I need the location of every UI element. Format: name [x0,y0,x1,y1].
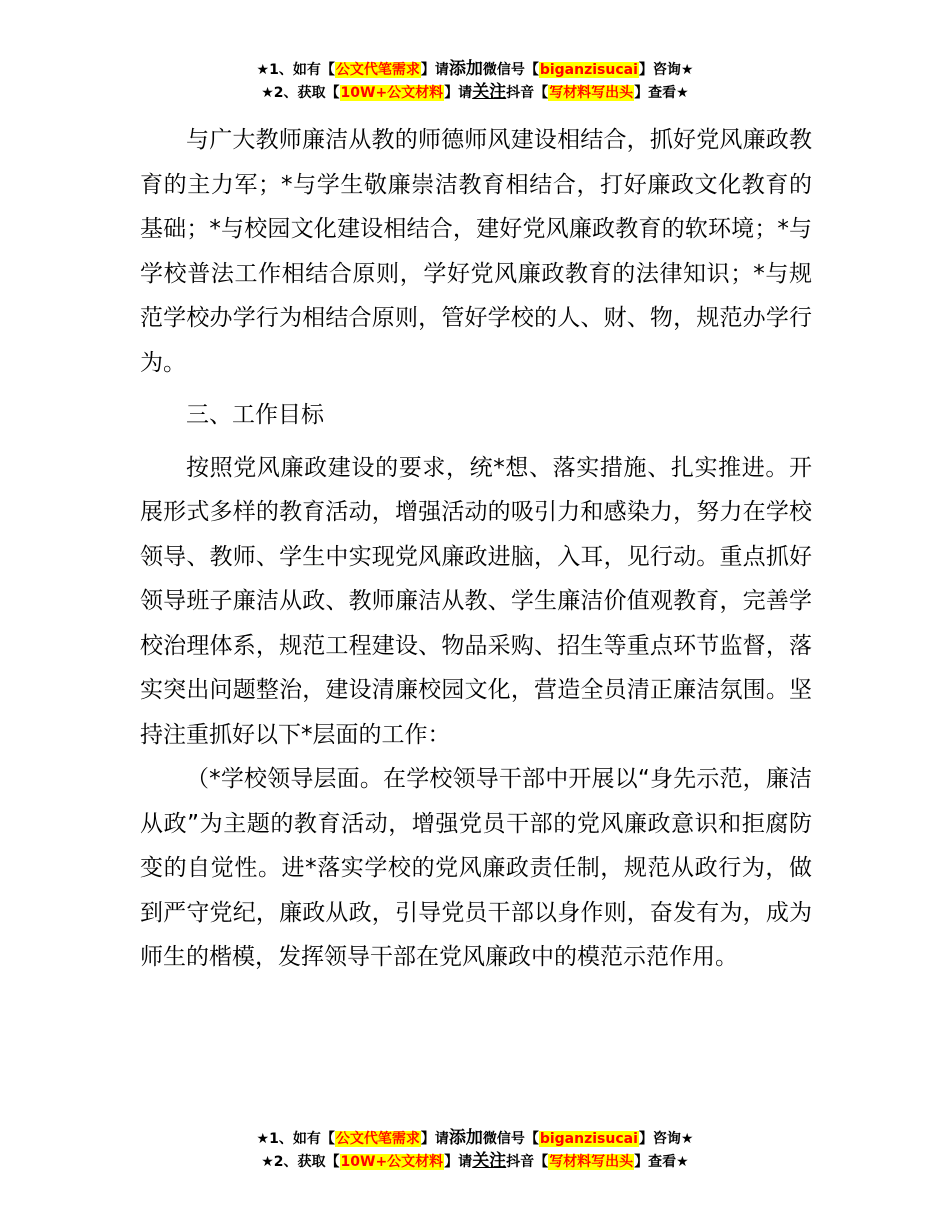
douyin-account-highlight: 写材料写出头 [549,85,634,101]
banner-text: 】请 [444,1154,473,1170]
header-banner-line-1 [0,58,950,81]
footer-banner-line-2 [0,1150,950,1173]
wechat-id-highlight: biganzisucai [539,62,638,78]
douyin-account-highlight: 写材料写出头 [549,1154,634,1170]
banner-text: 】查看★ [634,85,689,101]
banner-text: 抖音【 [506,1154,549,1170]
banner-text: 】请 [444,85,473,101]
banner-text: 】咨询★ [638,62,694,78]
banner-text: 】查看★ [634,1154,689,1170]
banner-text: 】咨询★ [638,1131,694,1147]
banner-text: ★2、获取【 [261,85,340,101]
banner-emphasis: 添加 [448,59,483,79]
banner-highlight: 10W+公文材料 [340,85,444,101]
body-paragraph: （*学校领导层面。在学校领导干部中开展以“身先示范，廉洁从政”为主题的教育活动，增强党员干部的党风廉政意识和拒腐防变的自觉性。进*落实学校的党风廉政责任制，规范从政行为，做到严守党纪，廉政从政，引导党员干部以身作则，奋发有为，成为师生的楷模，发挥领导干部在党风廉政中的模范示范作用。 [140,766,812,970]
wechat-id-highlight: biganzisucai [539,1131,638,1147]
banner-text: ★1、如有【 [256,62,335,78]
footer-banner [0,1127,950,1173]
banner-text: 】请 [420,62,449,78]
banner-text: ★2、获取【 [261,1154,340,1170]
banner-text: 微信号【 [482,62,539,78]
banner-text: 】请 [420,1131,449,1147]
banner-emphasis: 关注 [472,82,507,102]
banner-highlight: 10W+公文材料 [340,1154,444,1170]
header-banner [0,58,950,104]
document-body [140,118,812,980]
banner-text: 抖音【 [506,85,549,101]
footer-banner-line-1 [0,1127,950,1150]
banner-text: 微信号【 [482,1131,539,1147]
header-banner-line-2 [0,81,950,104]
body-paragraph: 按照党风廉政建设的要求，统*想、落实措施、扎实推进。开展形式多样的教育活动，增强活动的吸引力和感染力，努力在学校领导、教师、学生中实现党风廉政进脑，入耳，见行动。重点抓好领导班子廉洁从政、教师廉洁从教、学生廉洁价值观教育，完善学校治理体系，规范工程建设、物品采购、招生等重点环节监督，落实突出问题整治，建设清廉校园文化，营造全员清正廉洁氛围。坚持注重抓好以下*层面的工作： [140,454,812,748]
banner-highlight: 公文代笔需求 [335,62,420,78]
banner-highlight: 公文代笔需求 [335,1131,420,1147]
banner-text: ★1、如有【 [256,1131,335,1147]
body-paragraph: 与广大教师廉洁从教的师德师风建设相结合，抓好党风廉政教育的主力军；*与学生敬廉崇洁教育相结合，打好廉政文化教育的基础；*与校园文化建设相结合，建好党风廉政教育的软环境；*与学校普法工作相结合原则，学好党风廉政教育的法律知识；*与规范学校办学行为相结合原则，管好学校的人、财、物，规范办学行为。 [140,127,812,376]
banner-emphasis: 关注 [472,1151,507,1171]
banner-emphasis: 添加 [448,1128,483,1148]
section-heading: 三、工作目标 [186,402,324,428]
